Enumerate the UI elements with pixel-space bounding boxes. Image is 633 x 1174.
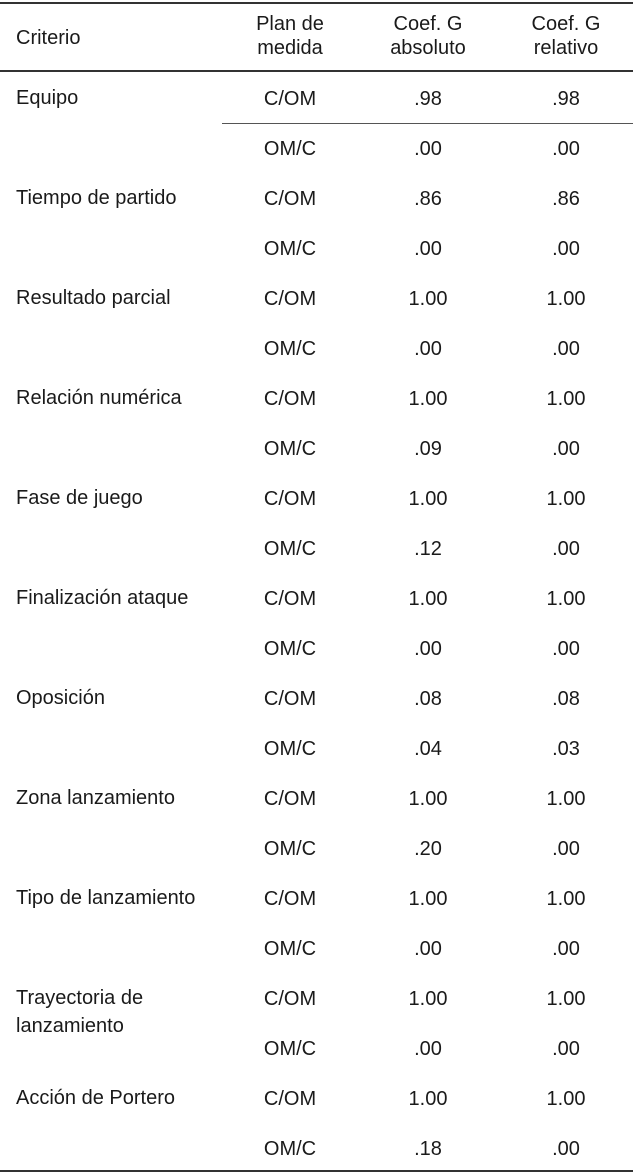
- coef-rel-cell: .98: [552, 88, 580, 110]
- table-row: [0, 1124, 633, 1174]
- criterio-cell: Tipo de lanzamiento: [16, 887, 196, 909]
- coef-abs-cell: 1.00: [408, 588, 448, 610]
- coef-abs-cell: .04: [414, 738, 442, 760]
- coef-rel-cell: 1.00: [546, 288, 586, 310]
- table-row: [0, 874, 633, 924]
- table-row: [0, 574, 633, 624]
- table-row: [0, 424, 633, 474]
- coef-rel-cell: 1.00: [546, 788, 586, 810]
- table-row: [0, 624, 633, 674]
- header-rel-line1: Coef. G: [531, 13, 601, 35]
- criterio-cell: Relación numérica: [16, 387, 182, 409]
- header-plan-line2: medida: [257, 37, 323, 59]
- coef-abs-cell: .98: [414, 88, 442, 110]
- coef-rel-cell: .08: [552, 688, 580, 710]
- coef-rel-cell: 1.00: [546, 588, 586, 610]
- plan-cell: C/OM: [263, 588, 317, 610]
- criterio-cell: Zona lanzamiento: [16, 787, 175, 809]
- plan-cell: OM/C: [263, 738, 317, 760]
- plan-cell: OM/C: [263, 338, 317, 360]
- plan-cell: C/OM: [263, 688, 317, 710]
- coef-abs-cell: 1.00: [408, 488, 448, 510]
- table-row: [0, 74, 633, 124]
- coef-abs-cell: .09: [414, 438, 442, 460]
- coef-abs-cell: .18: [414, 1138, 442, 1160]
- criterio-cell: Trayectoria de lanzamiento: [16, 987, 144, 1037]
- header-rule: [0, 70, 633, 72]
- coef-abs-cell: .00: [414, 938, 442, 960]
- table-row: [0, 1024, 633, 1074]
- header-criterio: Criterio: [16, 27, 81, 49]
- table-row: [0, 324, 633, 374]
- table-row: [0, 224, 633, 274]
- coef-rel-cell: .00: [552, 538, 580, 560]
- plan-cell: OM/C: [263, 438, 317, 460]
- table-row: [0, 674, 633, 724]
- bottom-rule: [0, 1170, 633, 1172]
- criterio-cell: Acción de Portero: [16, 1087, 175, 1109]
- plan-cell: C/OM: [263, 388, 317, 410]
- plan-cell: OM/C: [263, 1038, 317, 1060]
- criterio-cell: Equipo: [16, 87, 79, 109]
- plan-cell: OM/C: [263, 938, 317, 960]
- coef-rel-cell: .00: [552, 338, 580, 360]
- criterio-cell: Finalización ataque: [16, 587, 189, 609]
- coef-abs-cell: .20: [414, 838, 442, 860]
- coef-abs-cell: .00: [414, 138, 442, 160]
- table-row: [0, 474, 633, 524]
- coef-rel-cell: .00: [552, 838, 580, 860]
- table-row: [0, 1074, 633, 1124]
- plan-cell: OM/C: [263, 138, 317, 160]
- coef-rel-cell: .00: [552, 438, 580, 460]
- header-rel-line2: relativo: [533, 37, 599, 59]
- header-coef-g-relativo: [510, 12, 622, 60]
- criterio-cell: Resultado parcial: [16, 287, 171, 309]
- plan-cell: C/OM: [263, 488, 317, 510]
- table-row: [0, 724, 633, 774]
- top-rule: [0, 2, 633, 4]
- header-plan-line1: Plan de: [256, 13, 324, 35]
- coef-abs-cell: .12: [414, 538, 442, 560]
- coef-abs-cell: .00: [414, 1038, 442, 1060]
- plan-cell: OM/C: [263, 238, 317, 260]
- table-row: [0, 274, 633, 324]
- plan-cell: OM/C: [263, 838, 317, 860]
- coef-rel-cell: 1.00: [546, 888, 586, 910]
- coef-rel-cell: .00: [552, 638, 580, 660]
- coef-abs-cell: 1.00: [408, 388, 448, 410]
- plan-cell: C/OM: [263, 188, 317, 210]
- criterio-cell: Fase de juego: [16, 487, 143, 509]
- coef-rel-cell: 1.00: [546, 988, 586, 1010]
- coef-rel-cell: 1.00: [546, 388, 586, 410]
- plan-cell: OM/C: [263, 638, 317, 660]
- plan-cell: C/OM: [263, 988, 317, 1010]
- coef-abs-cell: .00: [414, 638, 442, 660]
- coef-rel-cell: .00: [552, 138, 580, 160]
- header-coef-g-absoluto: [372, 12, 484, 60]
- table-row: [0, 974, 633, 1037]
- header-plan-de-medida: [236, 12, 344, 60]
- table-row: [0, 124, 633, 174]
- criterio-cell: Tiempo de partido: [16, 187, 177, 209]
- coef-rel-cell: .00: [552, 238, 580, 260]
- header-abs-line1: Coef. G: [393, 13, 463, 35]
- plan-cell: OM/C: [263, 538, 317, 560]
- coef-rel-cell: .00: [552, 1138, 580, 1160]
- plan-cell: C/OM: [263, 1088, 317, 1110]
- plan-cell: OM/C: [263, 1138, 317, 1160]
- plan-cell: C/OM: [263, 788, 317, 810]
- plan-cell: C/OM: [263, 88, 317, 110]
- coef-abs-cell: 1.00: [408, 288, 448, 310]
- coef-rel-cell: 1.00: [546, 1088, 586, 1110]
- coef-abs-cell: 1.00: [408, 888, 448, 910]
- coef-abs-cell: 1.00: [408, 988, 448, 1010]
- coef-abs-cell: .86: [414, 188, 442, 210]
- coef-abs-cell: .08: [414, 688, 442, 710]
- table-row: [0, 824, 633, 874]
- coef-rel-cell: 1.00: [546, 488, 586, 510]
- table-row: [0, 774, 633, 824]
- criterio-cell: Oposición: [16, 687, 105, 709]
- table-row: [0, 174, 633, 224]
- coef-rel-cell: .00: [552, 1038, 580, 1060]
- coef-abs-cell: 1.00: [408, 788, 448, 810]
- plan-cell: C/OM: [263, 288, 317, 310]
- coef-abs-cell: 1.00: [408, 1088, 448, 1110]
- coef-abs-cell: .00: [414, 238, 442, 260]
- coef-rel-cell: .86: [552, 188, 580, 210]
- table-row: [0, 524, 633, 574]
- coef-rel-cell: .03: [552, 738, 580, 760]
- plan-cell: C/OM: [263, 888, 317, 910]
- header-abs-line2: absoluto: [390, 37, 466, 59]
- coef-rel-cell: .00: [552, 938, 580, 960]
- table-row: [0, 374, 633, 424]
- table-row: [0, 924, 633, 974]
- coef-abs-cell: .00: [414, 338, 442, 360]
